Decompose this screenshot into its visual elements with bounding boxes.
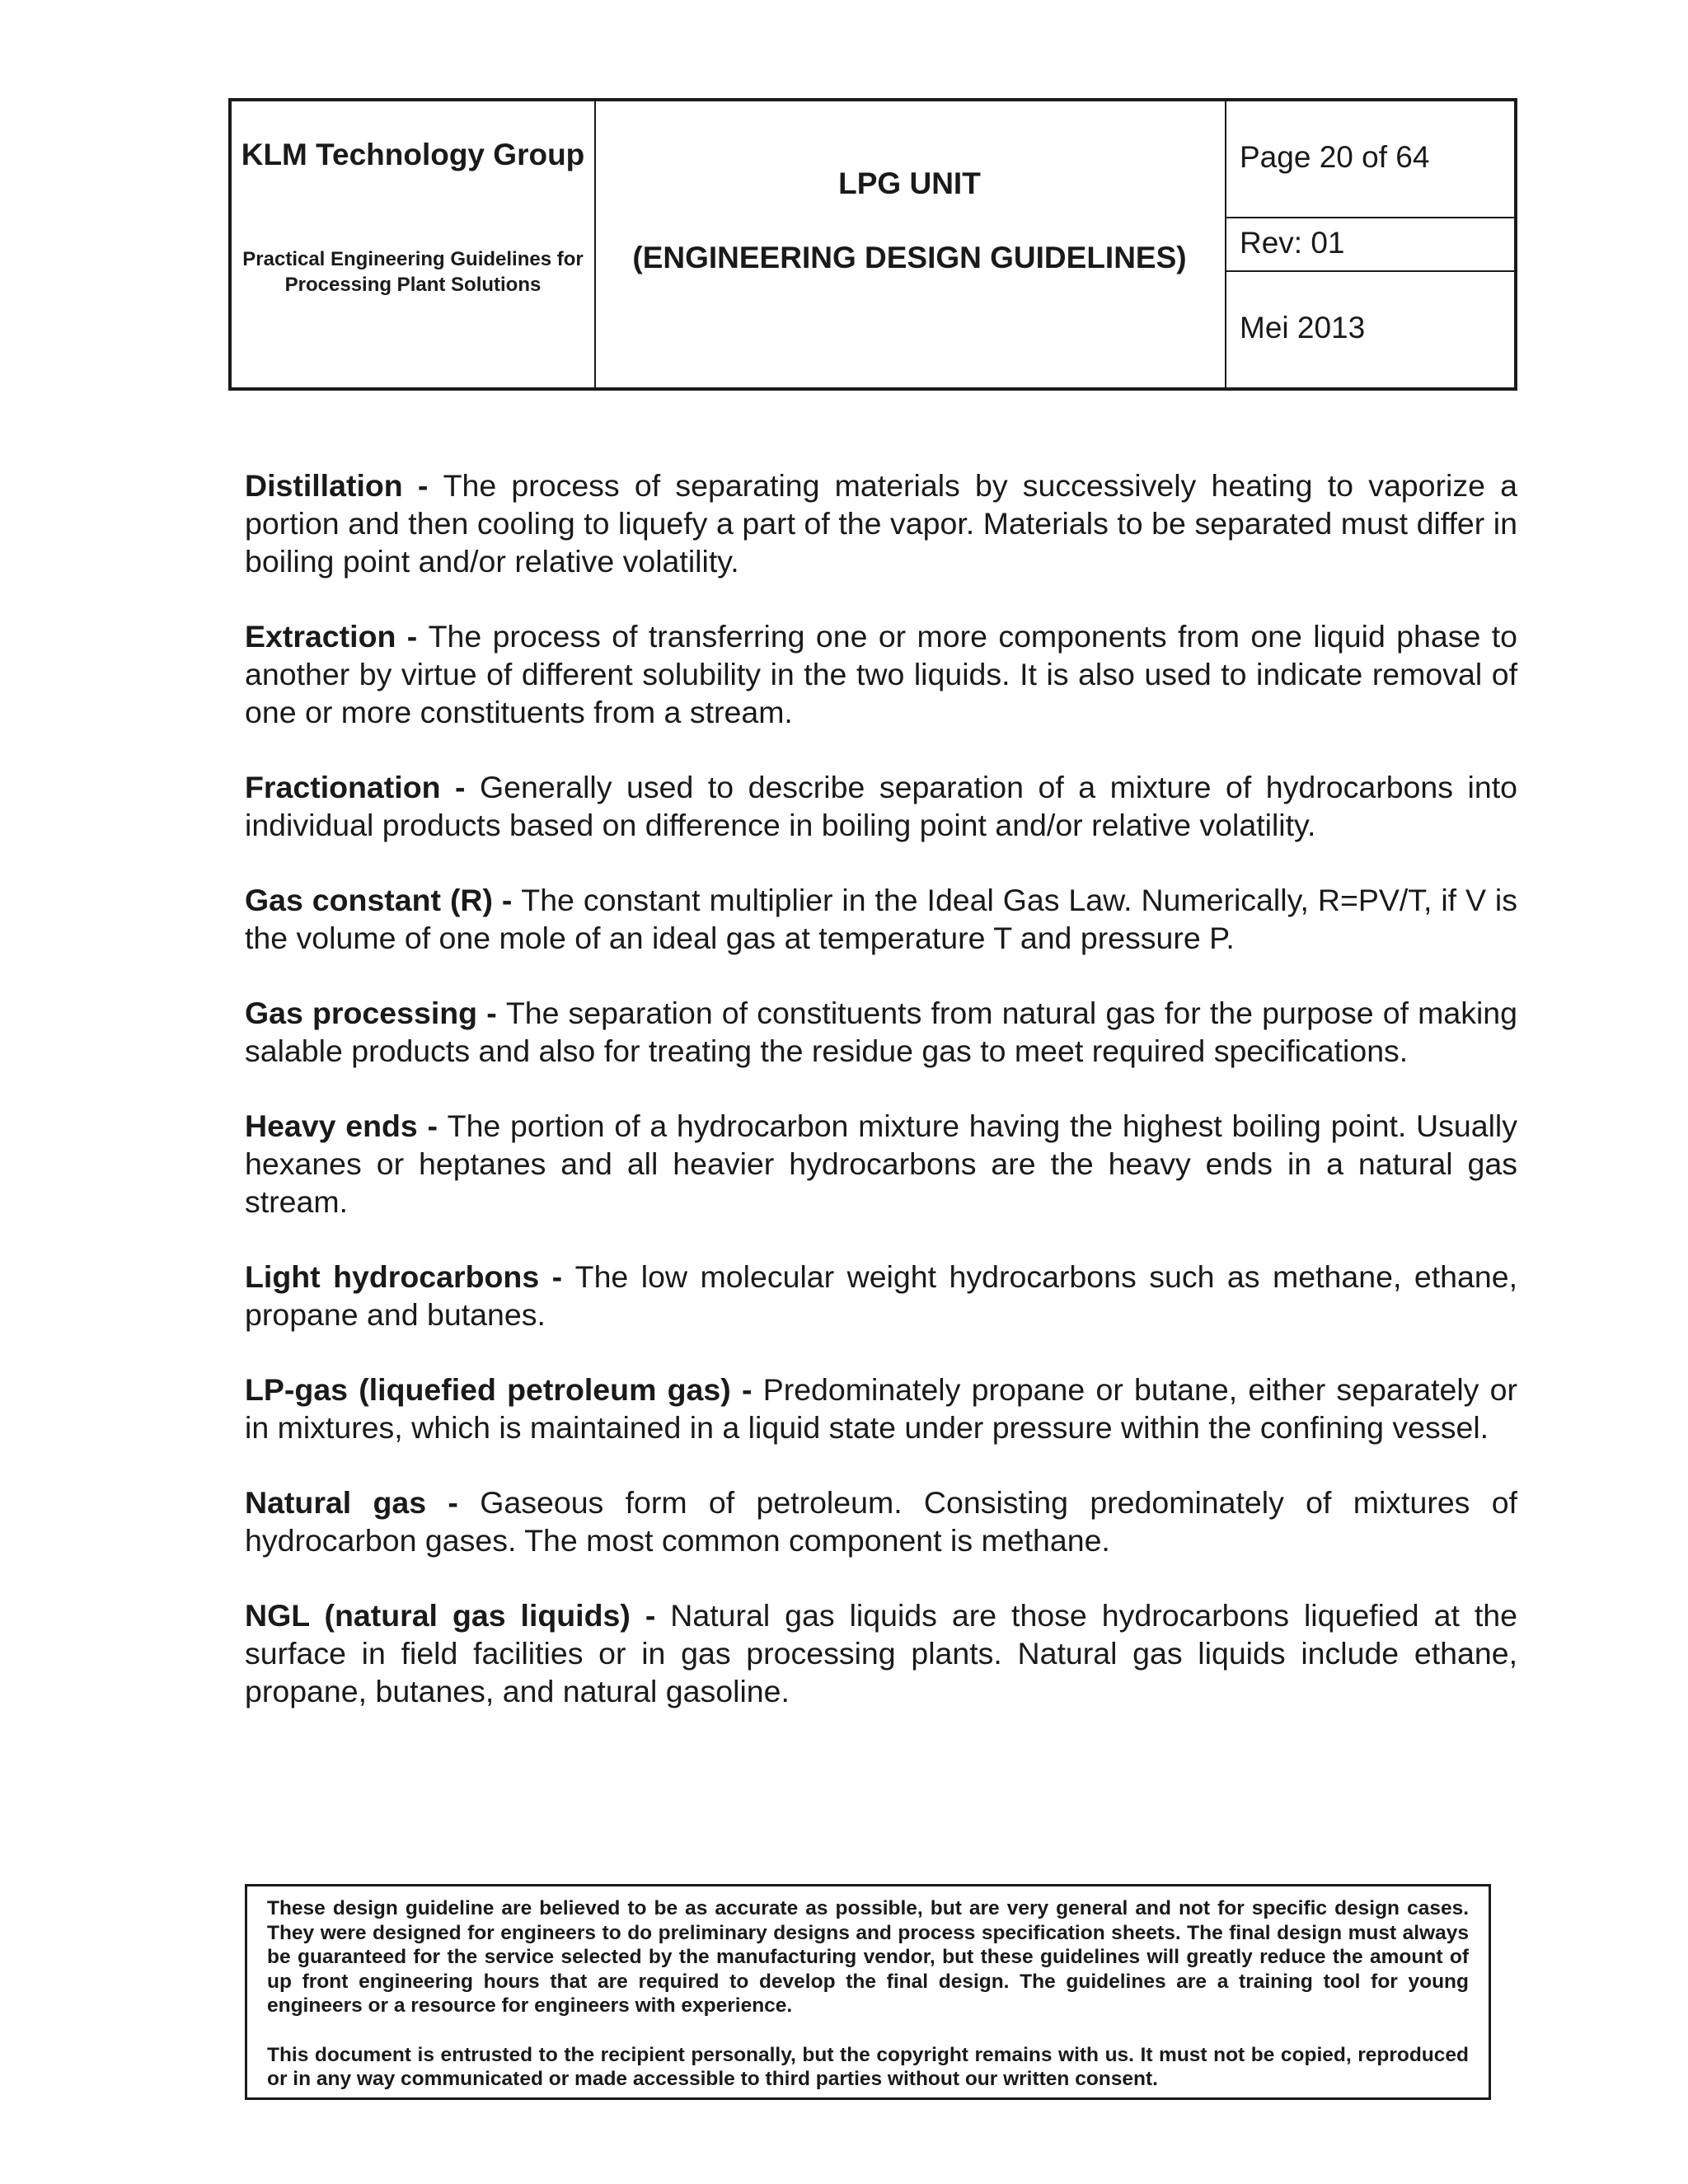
copyright-paragraph: This document is entrusted to the recipient personally, but the copyright remains with us. It must not be copied, reproduced or in any way communicated or made accessible to third parties without our written consent. [267, 2043, 1469, 2090]
definition-item [245, 768, 1517, 844]
definition-text: The low molecular weight hydrocarbons such as methane, ethane, propane and butanes. [245, 1259, 1518, 1332]
title-cell [594, 101, 1226, 387]
page-number-row [1225, 101, 1514, 218]
definition-term: Extraction - [245, 619, 429, 654]
definition-text: The process of transferring one or more components from one liquid phase to another by virtue of different solubility in the two liquids. It is also used to indicate removal of one or more constituents from a stream. [245, 619, 1517, 729]
date-row [1225, 272, 1514, 387]
definition-text: The constant multiplier in the Ideal Gas Law. Numerically, R=PV/T, if V is the volume of one mole of an ideal gas at temperature T and pressure P. [245, 883, 1517, 955]
company-name: KLM Technology Group [241, 138, 585, 171]
definition-text: The portion of a hydrocarbon mixture having the highest boiling point. Usually hexanes or heptanes and all heavier hydrocarbons are the heavy ends in a natural gas stream. [245, 1108, 1517, 1219]
definition-term: Light hydrocarbons - [245, 1259, 575, 1294]
company-tagline: Practical Engineering Guidelines for Processing Plant Solutions [242, 248, 584, 296]
document-subtitle: (ENGINEERING DESIGN GUIDELINES) [632, 241, 1187, 274]
page-number: Page 20 of 64 [1240, 140, 1430, 174]
definition-term: Distillation - [245, 468, 443, 503]
definition-text: The process of separating materials by successively heating to vaporize a portion and then cooling to liquefy a part of the vapor. Materials to be separated must differ in boiling point and/or relative volatility. [245, 468, 1517, 579]
definition-text: Predominately propane or butane, either separately or in mixtures, which is maintained in a liquid state under pressure within the confining vessel. [245, 1372, 1517, 1445]
definition-item [245, 1107, 1517, 1221]
definition-item [245, 1483, 1517, 1559]
definition-text: Generally used to describe separation of a mixture of hydrocarbons into individual products based on difference in boiling point and/or relative volatility. [245, 770, 1517, 842]
definition-term: Fractionation - [245, 770, 480, 804]
definition-term: Gas constant (R) - [245, 883, 522, 917]
definition-text: Gaseous form of petroleum. Consisting predominately of mixtures of hydrocarbon gases. The most common component is methane. [245, 1485, 1517, 1558]
meta-cell [1225, 101, 1514, 387]
definition-term: LP-gas (liquefied petroleum gas) - [245, 1372, 763, 1407]
definition-text: The separation of constituents from natural gas for the purpose of making salable products and also for treating the residue gas to meet required specifications. [245, 996, 1517, 1068]
document-date: Mei 2013 [1240, 311, 1366, 344]
definition-item [245, 1371, 1517, 1446]
revision-row [1225, 217, 1514, 272]
disclaimer-paragraph: These design guideline are believed to be as accurate as possible, but are very general and not for specific design cases. They were designed for engineers to do preliminary designs and process specification sheets. The final design must always be guaranteed for the service selected by the manufacturing vendor, but these guidelines will greatly reduce the amount of up front engineering hours that are required to develop the final design. The guidelines are a training tool for young engineers or a resource for engineers with experience. [267, 1897, 1469, 2017]
definition-term: Heavy ends - [245, 1108, 448, 1143]
company-cell [232, 101, 596, 387]
definition-term: NGL (natural gas liquids) - [245, 1598, 671, 1633]
definition-item [245, 1258, 1517, 1333]
definition-item [245, 1596, 1517, 1710]
document-header [228, 98, 1517, 391]
disclaimer-box [245, 1884, 1491, 2100]
document-title: LPG UNIT [838, 166, 981, 200]
definition-item [245, 881, 1517, 957]
definition-term: Gas processing - [245, 996, 506, 1030]
definitions-list [245, 466, 1517, 1747]
definition-item [245, 466, 1517, 580]
definition-item [245, 994, 1517, 1070]
definition-text: Natural gas liquids are those hydrocarbons liquefied at the surface in field facilities or in gas processing plants. Natural gas liquids include ethane, propane, butanes, and natural gasoline. [245, 1598, 1517, 1708]
definition-term: Natural gas - [245, 1485, 481, 1520]
definition-item [245, 617, 1517, 731]
revision: Rev: 01 [1240, 226, 1345, 260]
